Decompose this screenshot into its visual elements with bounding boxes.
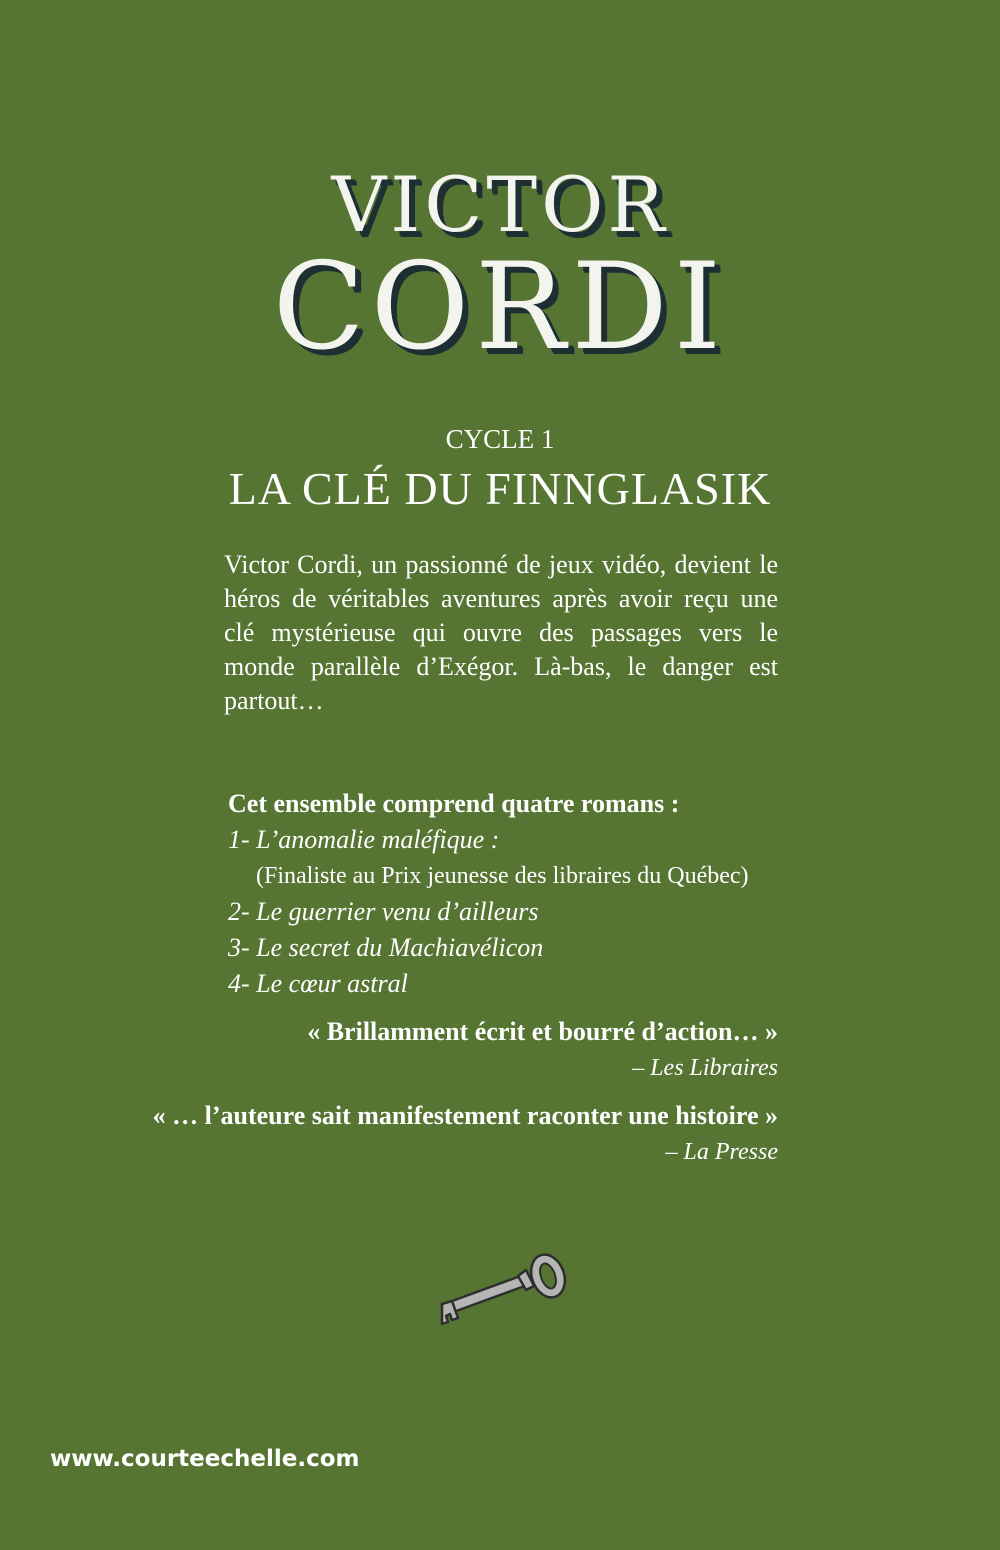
title-cordi: CORDI	[272, 238, 728, 377]
book-title-1: 1- L’anomalie maléfique :	[228, 825, 500, 854]
book-list	[228, 786, 788, 1002]
press-quote	[153, 1098, 778, 1170]
press-quote	[307, 1014, 778, 1086]
cycle-subtitle: LA CLÉ DU FINNGLASIK	[228, 463, 772, 514]
book-title-2: 2- Le guerrier venu d’ailleurs	[228, 897, 539, 926]
book-title-3: 3- Le secret du Machiavélicon	[228, 933, 544, 962]
key-icon	[430, 1246, 570, 1336]
book-award-note: (Finaliste au Prix jeunesse des libraires du Québec)	[256, 863, 749, 889]
quote-source: – Les Libraires	[632, 1055, 778, 1081]
quote-text: « … l’auteure sait manifestement raconter une histoire »	[152, 1101, 778, 1130]
quote-source: – La Presse	[665, 1139, 778, 1165]
cycle-label: CYCLE 1	[445, 424, 555, 454]
title-victor: VICTOR	[331, 160, 669, 249]
book-list-heading: Cet ensemble comprend quatre romans :	[228, 789, 680, 818]
publisher-website[interactable]: www.courteechelle.com	[50, 1446, 360, 1472]
book-title-4: 4- Le cœur astral	[228, 969, 408, 998]
summary-paragraph: Victor Cordi, un passionné de jeux vidéo, devient le héros de véritables aventures après avoir reçu une clé mystérieuse qui ouvre des passages vers le monde parallèle d’Exégor. Là-bas, le danger est partout…	[224, 550, 778, 715]
quote-text: « Brillamment écrit et bourré d’action… »	[307, 1017, 778, 1046]
